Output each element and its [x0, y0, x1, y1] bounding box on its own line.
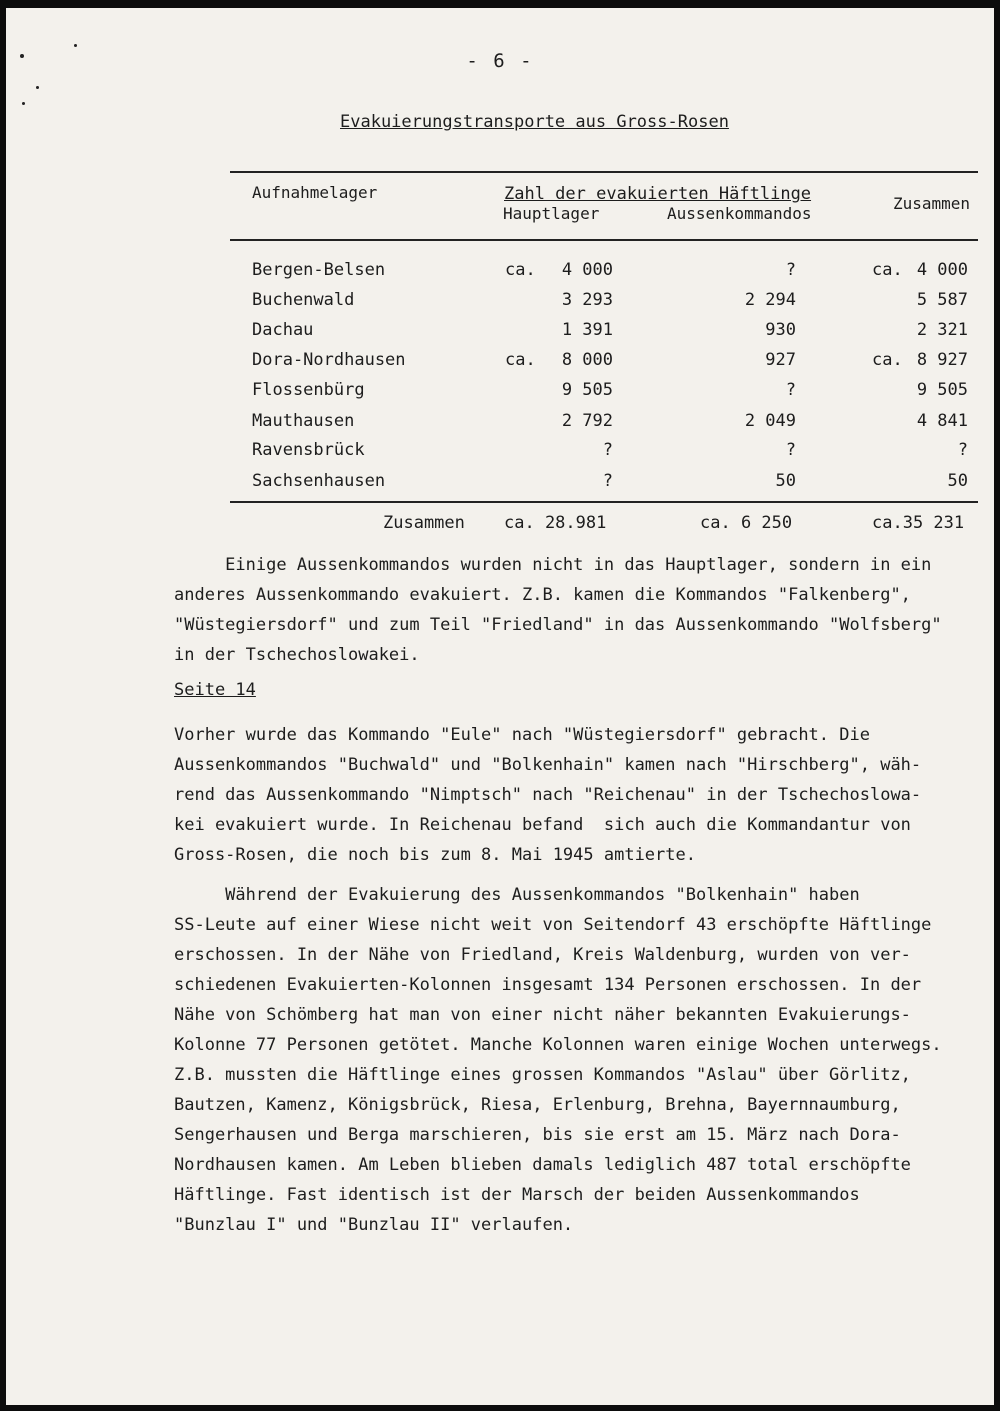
table-row-subcamps: ?	[785, 440, 796, 460]
text-line: Einige Aussenkommandos wurden nicht in das Hauptlager, sondern in ein	[174, 555, 932, 575]
table-row-total: ?	[957, 440, 968, 460]
table-row-total: 5 587	[916, 290, 968, 310]
text-line: Z.B. mussten die Häftlinge eines grossen Kommandos "Aslau" über Görlitz,	[174, 1065, 911, 1085]
table-row-total: 4 841	[916, 411, 968, 431]
text-line: Nähe von Schömberg hat man von einer nicht näher bekannten Evakuierungs-	[174, 1005, 911, 1025]
text-line: Bautzen, Kamenz, Königsbrück, Riesa, Erlenburg, Brehna, Bayernnaumburg,	[174, 1095, 901, 1115]
paragraph-3	[174, 880, 942, 1240]
table-row-camp: Mauthausen	[252, 411, 355, 431]
table-row-subcamps: 2 294	[744, 290, 796, 310]
table-row-main: ?	[602, 471, 613, 491]
table-row-camp: Ravensbrück	[252, 440, 365, 460]
table-bottom-rule	[230, 501, 978, 503]
page-number: - 6 -	[466, 50, 534, 72]
table-top-rule	[230, 171, 978, 173]
table-row-camp: Dachau	[252, 320, 314, 340]
sum-total: ca.35 231	[872, 513, 965, 533]
table-row-subcamps: 50	[775, 471, 796, 491]
scan-speck	[36, 86, 39, 89]
text-line: schiedenen Evakuierten-Kolonnen insgesamt 134 Personen erschossen. In der	[174, 975, 922, 995]
text-line: kei evakuiert wurde. In Reichenau befand sich auch die Kommandantur von	[174, 815, 911, 835]
sum-subcamps: ca. 6 250	[700, 513, 793, 533]
table-row-camp: Dora-Nordhausen	[252, 350, 406, 370]
table-row-subcamps: 930	[765, 320, 796, 340]
subheading: Seite 14	[174, 680, 256, 700]
table-row-camp: Buchenwald	[252, 290, 355, 310]
table-header-rule	[230, 239, 978, 241]
table-row-total: 2 321	[916, 320, 968, 340]
table-row-main: ?	[602, 440, 613, 460]
table-row-main: 8 000	[561, 350, 613, 370]
header-total: Zusammen	[893, 194, 971, 213]
text-line: "Wüstegiersdorf" und zum Teil "Friedland" in das Aussenkommando "Wolfsberg"	[174, 615, 942, 635]
table-row-camp: Sachsenhausen	[252, 471, 386, 491]
text-line: Nordhausen kamen. Am Leben blieben damals lediglich 487 total erschöpfte	[174, 1155, 911, 1175]
table-row-main: 9 505	[561, 380, 613, 400]
text-line: Während der Evakuierung des Aussenkommandos "Bolkenhain" haben	[174, 885, 860, 905]
text-line: Häftlinge. Fast identisch ist der Marsch der beiden Aussenkommandos	[174, 1185, 860, 1205]
table-row-main: 2 792	[561, 411, 613, 431]
table-row-main: 4 000	[561, 260, 613, 280]
scan-speck	[74, 44, 77, 47]
table-row-main: 3 293	[561, 290, 613, 310]
text-line: in der Tschechoslowakei.	[174, 645, 420, 665]
text-line: rend das Aussenkommando "Nimptsch" nach "Reichenau" in der Tschechoslowa-	[174, 785, 922, 805]
text-line: Vorher wurde das Kommando "Eule" nach "Wüstegiersdorf" gebracht. Die	[174, 725, 870, 745]
sum-main: ca. 28.981	[504, 513, 607, 533]
text-line: Sengerhausen und Berga marschieren, bis sie erst am 15. März nach Dora-	[174, 1125, 901, 1145]
table-row-total: 8 927	[916, 350, 968, 370]
text-line: SS-Leute auf einer Wiese nicht weit von Seitendorf 43 erschöpfte Häftlinge	[174, 915, 932, 935]
text-line: anderes Aussenkommando evakuiert. Z.B. kamen die Kommandos "Falkenberg",	[174, 585, 911, 605]
table-row-subcamps: ?	[785, 380, 796, 400]
table-row-main-approx: ca.	[505, 350, 536, 370]
table-row-total: 4 000	[916, 260, 968, 280]
header-group: Zahl der evakuierten Häftlinge	[504, 184, 812, 204]
paragraph-2	[174, 720, 921, 870]
text-line: Aussenkommandos "Buchwald" und "Bolkenhain" kamen nach "Hirschberg", wäh-	[174, 755, 922, 775]
page-title: Evakuierungstransporte aus Gross-Rosen	[340, 112, 729, 132]
table-row-subcamps: 927	[765, 350, 796, 370]
header-camp: Aufnahmelager	[252, 183, 378, 202]
table-row-camp: Flossenbürg	[252, 380, 365, 400]
scan-speck	[22, 102, 25, 105]
header-main-camp: Hauptlager	[503, 204, 600, 223]
table-row-total-approx: ca.	[872, 350, 903, 370]
text-line: erschossen. In der Nähe von Friedland, Kreis Waldenburg, wurden von ver-	[174, 945, 911, 965]
text-line: "Bunzlau I" und "Bunzlau II" verlaufen.	[174, 1215, 574, 1235]
table-row-main: 1 391	[561, 320, 613, 340]
paragraph-1	[174, 550, 942, 670]
text-line: Kolonne 77 Personen getötet. Manche Kolonnen waren einige Wochen unterwegs.	[174, 1035, 942, 1055]
table-row-subcamps: ?	[785, 260, 796, 280]
table-row-camp: Bergen-Belsen	[252, 260, 386, 280]
table-row-main-approx: ca.	[505, 260, 536, 280]
table-row-total: 9 505	[916, 380, 968, 400]
header-subcamps: Aussenkommandos	[667, 204, 812, 223]
table-row-total-approx: ca.	[872, 260, 903, 280]
text-line: Gross-Rosen, die noch bis zum 8. Mai 1945 amtierte.	[174, 845, 696, 865]
table-row-subcamps: 2 049	[744, 411, 796, 431]
table-row-total: 50	[947, 471, 968, 491]
sum-label: Zusammen	[383, 513, 465, 533]
